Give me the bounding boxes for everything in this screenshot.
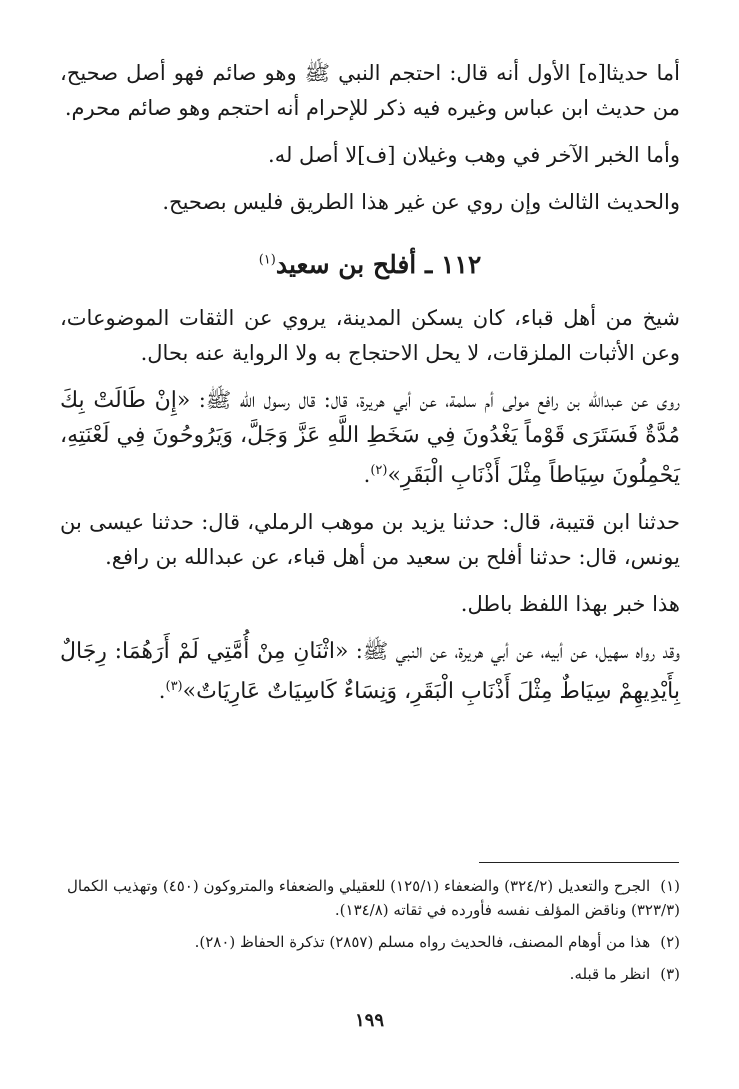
narration-intro: روى عن عبدالله بن رافع مولى أم سلمة، عن أبي هريرة، قال: قال رسول الله ﷺ: — [198, 388, 681, 412]
footnote-text: انظر ما قبله. — [569, 965, 651, 983]
paragraph-suhail-narration — [60, 634, 680, 709]
footnote-ref-1: (١) — [258, 252, 276, 268]
footnote-number: (١) — [660, 877, 680, 895]
footnote-item — [60, 874, 680, 922]
footnotes — [60, 874, 680, 994]
footnote-item — [60, 962, 680, 986]
footnote-item — [60, 930, 680, 954]
suhail-end: . — [158, 679, 166, 703]
footnote-text: هذا من أوهام المصنف، فالحديث رواه مسلم (٢٨٥٧) تذكرة الحفاظ (٢٨٠). — [194, 933, 651, 951]
footnote-ref-2: (٢) — [370, 463, 388, 478]
footnote-number: (٢) — [660, 933, 680, 951]
paragraph-hadith-first: أما حديثا[ه] الأول أنه قال: احتجم النبي ﷺ وهو صائم فهو أصل صحيح، من حديث ابن عباس وغيره فيه ذكر للإحرام أنه احتجم وهو صائم محرم. — [60, 61, 680, 120]
hadith-quote-two: «اثْنَانِ مِنْ أُمَّتِي لَمْ أَرَهُمَا: رِجَالٌ بِأَيْدِيهِمْ سِيَاطٌ مِثْلَ أَذْنَابِ الْبَقَرِ، وَنِسَاءٌ كَاسِيَاتٌ عَارِيَاتٌ» — [60, 639, 680, 704]
footnote-text: الجرح والتعديل (٣٢٤/٢) والضعفاء (١٢٥/١) للعقيلي والضعفاء والمتروكون (٤٥٠) وتهذيب الكمال (٣٢٣/٣) وناقض المؤلف نفسه فأورده في ثقاته (١٣٤/٨). — [67, 877, 680, 919]
entry-heading — [60, 250, 680, 279]
footnote-number: (٣) — [660, 965, 680, 983]
hadith-quote: «إِنْ طَالَتْ بِكَ مُدَّةٌ فَسَتَرَى قَوْماً يَغْدُونَ فِي سَخَطِ اللَّهِ عَزَّ وَجَلَّ، وَيَرُوحُونَ فِي لَعْنَتِهِ، يَحْمِلُونَ سِيَاطاً مِثْلَ أَذْنَابِ الْبَقَرِ» — [60, 388, 680, 488]
paragraph-biography: شيخ من أهل قباء، كان يسكن المدينة، يروي عن الثقات الموضوعات، وعن الأثبات الملزقات، لا يحل الاحتجاج به ولا الرواية عنه بحال. — [60, 306, 680, 365]
paragraph-isnad: حدثنا ابن قتيبة، قال: حدثنا يزيد بن موهب الرملي، قال: حدثنا عيسى بن يونس، قال: حدثنا أفلح بن سعيد من أهل قباء، عن عبدالله بن رافع. — [60, 510, 680, 569]
paragraph-narration — [60, 383, 680, 493]
paragraph-wahb-ghaylan: وأما الخبر الآخر في وهب وغيلان [ف]لا أصل له. — [268, 143, 680, 167]
entry-title: ١١٢ ـ أفلح بن سعيد — [275, 250, 482, 279]
page-body — [60, 56, 680, 721]
page-number: ١٩٩ — [354, 1010, 384, 1031]
footnote-ref-3: (٣) — [165, 679, 183, 694]
paragraph-third-hadith: والحديث الثالث وإن روي عن غير هذا الطريق فليس بصحيح. — [162, 190, 680, 214]
suhail-intro: وقد رواه سهيل، عن أبيه، عن أبي هريرة، عن النبي ﷺ: — [355, 639, 680, 663]
paragraph-verdict: هذا خبر بهذا اللفظ باطل. — [460, 592, 680, 616]
narration-end: . — [363, 463, 371, 487]
footnote-divider — [479, 862, 679, 863]
